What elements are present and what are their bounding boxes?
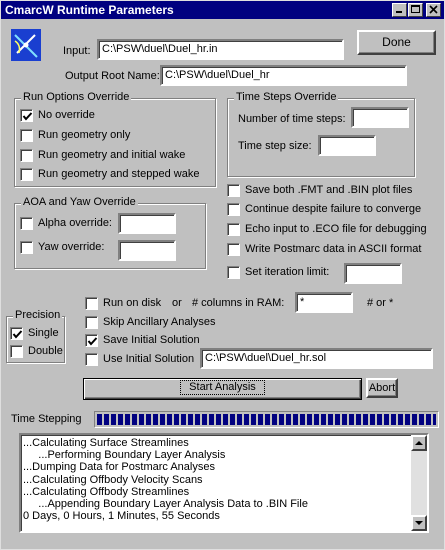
geometry-only-checkbox[interactable] bbox=[20, 129, 130, 143]
alpha-override-checkbox[interactable] bbox=[20, 217, 112, 231]
window-title: CmarcW Runtime Parameters bbox=[5, 3, 174, 17]
done-button[interactable]: Done bbox=[357, 30, 436, 55]
log-line: ...Calculating Offbody Velocity Scans bbox=[23, 473, 203, 486]
checkbox-label: Save both .FMT and .BIN plot files bbox=[245, 184, 413, 196]
time-steps-title: Time Steps Override bbox=[236, 91, 337, 103]
checkbox-box[interactable] bbox=[227, 243, 240, 256]
columns-ram-label: # columns in RAM: bbox=[192, 297, 285, 309]
checkbox-box[interactable] bbox=[227, 203, 240, 216]
double-precision-checkbox[interactable] bbox=[10, 345, 63, 359]
checkmark-icon bbox=[87, 336, 98, 347]
progress-fill bbox=[97, 414, 436, 425]
log-line: ...Calculating Surface Streamlines bbox=[23, 437, 189, 449]
single-precision-checkbox[interactable] bbox=[10, 327, 59, 341]
iteration-limit-field[interactable] bbox=[344, 263, 402, 284]
log-line: ...Performing Boundary Layer Analysis bbox=[23, 449, 226, 462]
checkbox-label: Save Initial Solution bbox=[103, 334, 200, 346]
checkbox-box[interactable] bbox=[10, 327, 23, 340]
checkbox-box[interactable] bbox=[20, 168, 33, 181]
input-file-field[interactable]: C:\PSW\duel\Duel_hr.in bbox=[97, 39, 344, 60]
checkbox-label: Run geometry only bbox=[38, 129, 131, 141]
checkbox-box[interactable] bbox=[20, 129, 33, 142]
initial-solution-path-field[interactable]: C:\PSW\duel\Duel_hr.sol bbox=[200, 348, 433, 369]
minimize-icon[interactable] bbox=[392, 3, 407, 17]
checkbox-label: Run on disk bbox=[103, 297, 162, 309]
title-bar[interactable] bbox=[1, 1, 444, 19]
aoa-yaw-title: AOA and Yaw Override bbox=[23, 196, 136, 208]
write-postmarc-ascii-checkbox[interactable] bbox=[227, 243, 421, 257]
checkbox-label: Skip Ancillary Analyses bbox=[103, 316, 216, 328]
run-options-title: Run Options Override bbox=[23, 91, 130, 103]
columns-ram-field[interactable]: * bbox=[295, 292, 353, 313]
checkbox-box[interactable] bbox=[20, 149, 33, 162]
time-stepping-label: Time Stepping bbox=[11, 413, 82, 425]
checkbox-label: Continue despite failure to converge bbox=[245, 203, 422, 215]
checkbox-label: Write Postmarc data in ASCII format bbox=[245, 243, 422, 255]
checkbox-label: Run geometry and initial wake bbox=[38, 149, 186, 161]
checkbox-box[interactable] bbox=[10, 345, 23, 358]
time-steps-count-field[interactable] bbox=[351, 107, 409, 128]
start-analysis-button[interactable] bbox=[83, 378, 362, 400]
no-override-checkbox[interactable] bbox=[20, 109, 95, 123]
precision-title: Precision bbox=[15, 309, 61, 321]
geometry-stepped-wake-checkbox[interactable] bbox=[20, 168, 199, 182]
time-step-size-label: Time step size: bbox=[238, 140, 312, 152]
skip-ancillary-checkbox[interactable] bbox=[85, 316, 216, 330]
close-icon[interactable] bbox=[426, 3, 441, 17]
status-log[interactable] bbox=[19, 433, 429, 533]
maximize-icon[interactable] bbox=[408, 3, 423, 17]
checkmark-icon bbox=[12, 329, 23, 340]
log-line: 0 Days, 0 Hours, 1 Minutes, 55 Seconds bbox=[23, 510, 220, 523]
checkbox-box[interactable] bbox=[85, 297, 98, 310]
log-line: ...Calculating Offbody Streamlines bbox=[23, 485, 190, 498]
status-log-lines bbox=[23, 437, 411, 522]
checkbox-label: Yaw override: bbox=[38, 241, 105, 253]
time-steps-count-label: Number of time steps: bbox=[238, 113, 346, 125]
log-line: ...Dumping Data for Postmarc Analyses bbox=[23, 461, 215, 474]
checkbox-label: Use Initial Solution bbox=[103, 353, 195, 365]
checkbox-box[interactable] bbox=[227, 184, 240, 197]
columns-hint: # or * bbox=[367, 297, 394, 309]
use-initial-solution-checkbox[interactable] bbox=[85, 353, 194, 367]
save-initial-solution-checkbox[interactable] bbox=[85, 334, 200, 348]
input-label: Input: bbox=[63, 45, 91, 57]
checkbox-label: Set iteration limit: bbox=[245, 266, 330, 278]
log-scrollbar[interactable] bbox=[411, 435, 427, 531]
checkbox-label: Double bbox=[28, 345, 63, 357]
scroll-down-icon[interactable] bbox=[411, 515, 427, 531]
yaw-override-checkbox[interactable] bbox=[20, 241, 104, 255]
checkbox-box[interactable] bbox=[227, 223, 240, 236]
alpha-override-field[interactable] bbox=[118, 213, 176, 234]
echo-input-checkbox[interactable] bbox=[227, 223, 427, 237]
or-label: or bbox=[172, 297, 182, 309]
output-root-field[interactable]: C:\PSW\duel\Duel_hr bbox=[160, 65, 407, 86]
checkbox-label: Echo input to .ECO file for debugging bbox=[245, 223, 427, 235]
checkbox-label: Single bbox=[28, 327, 59, 339]
checkbox-box[interactable] bbox=[85, 316, 98, 329]
abort-button[interactable]: Abort bbox=[366, 378, 398, 398]
log-line: ...Appending Boundary Layer Analysis Data to .BIN File bbox=[23, 498, 308, 511]
iteration-limit-checkbox[interactable] bbox=[227, 266, 329, 280]
time-step-size-field[interactable] bbox=[318, 135, 376, 156]
output-root-label: Output Root Name: bbox=[65, 70, 160, 82]
yaw-override-field[interactable] bbox=[118, 240, 176, 261]
continue-failure-checkbox[interactable] bbox=[227, 203, 421, 217]
checkbox-box[interactable] bbox=[20, 109, 33, 122]
checkbox-label: Alpha override: bbox=[38, 217, 112, 229]
run-on-disk-checkbox[interactable] bbox=[85, 297, 161, 311]
checkbox-label: No override bbox=[38, 109, 95, 121]
save-fmt-bin-checkbox[interactable] bbox=[227, 184, 412, 198]
checkbox-label: Run geometry and stepped wake bbox=[38, 168, 200, 180]
geometry-initial-wake-checkbox[interactable] bbox=[20, 149, 185, 163]
propeller-app-icon bbox=[11, 29, 41, 61]
checkbox-box[interactable] bbox=[20, 241, 33, 254]
aoa-yaw-group bbox=[14, 196, 206, 269]
time-stepping-progress bbox=[94, 411, 439, 428]
checkbox-box[interactable] bbox=[85, 353, 98, 366]
checkmark-icon bbox=[22, 111, 33, 122]
checkbox-box[interactable] bbox=[85, 334, 98, 347]
start-analysis-label: Start Analysis bbox=[181, 381, 264, 394]
checkbox-box[interactable] bbox=[20, 217, 33, 230]
scroll-up-icon[interactable] bbox=[411, 435, 427, 451]
checkbox-box[interactable] bbox=[227, 266, 240, 279]
